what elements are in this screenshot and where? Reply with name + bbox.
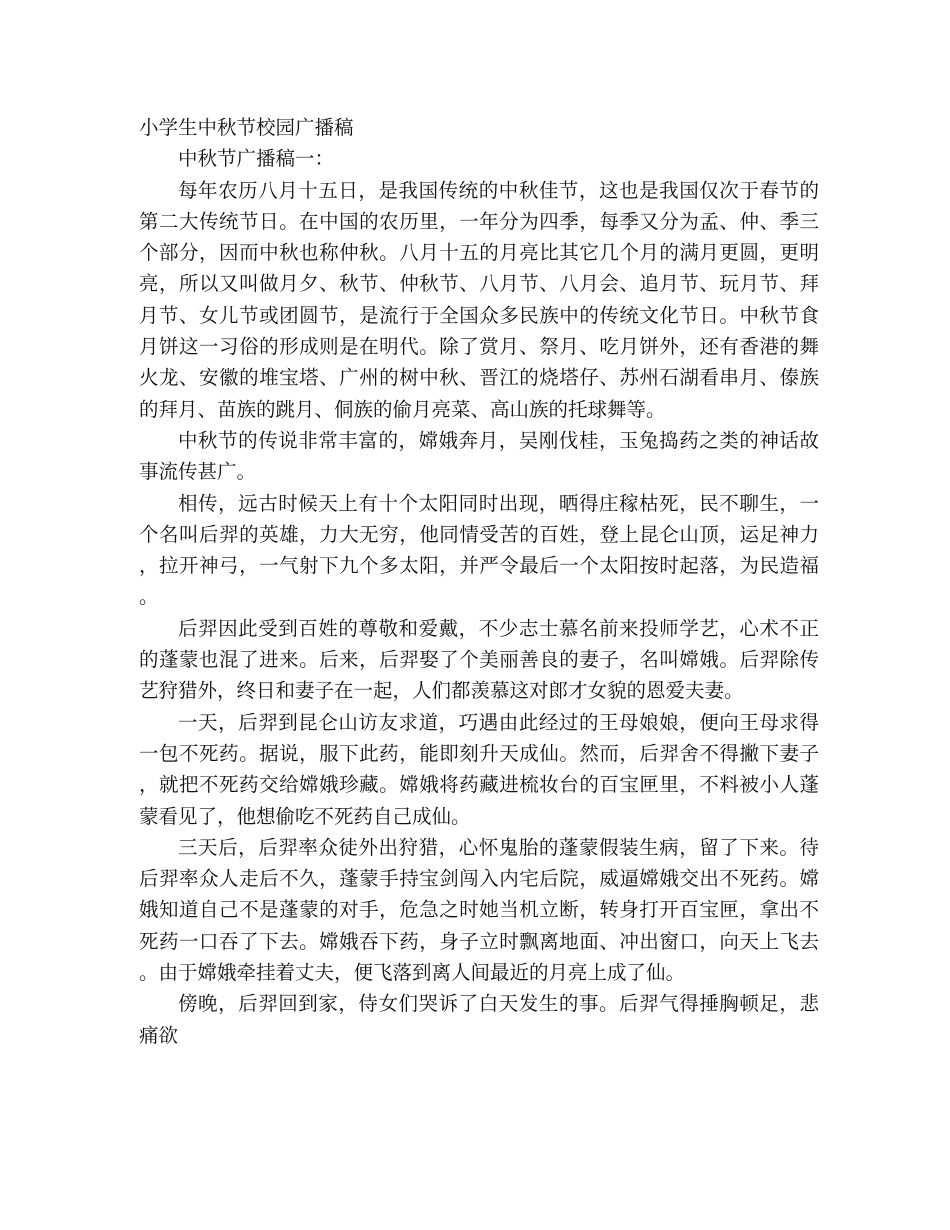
document-title: 小学生中秋节校园广播稿 [139,116,354,139]
paragraph: 后羿因此受到百姓的尊敬和爱戴，不少志士慕名前来投师学艺，心术不正的蓬蒙也混了进来。后来，后羿娶了个美丽善良的妻子，名叫嫦娥。后羿除传艺狩猎外，终日和妻子在一起，人们都羡慕这对郎才女貌的恩爱夫妻。 [139,616,819,703]
paragraph: 相传，远古时候天上有十个太阳同时出现，晒得庄稼枯死，民不聊生，一个名叫后羿的英雄，力大无穷，他同情受苦的百姓，登上昆仑山顶，运足神力，拉开神弓，一气射下九个多太阳，并严令最后一个太阳按时起落，为民造福。 [139,491,819,609]
document-body [139,112,819,1051]
paragraph: 三天后，后羿率众徒外出狩猎，心怀鬼胎的蓬蒙假装生病，留了下来。待后羿率众人走后不久，蓬蒙手持宝剑闯入内宅后院，威逼嫦娥交出不死药。嫦娥知道自己不是蓬蒙的对手，危急之时她当机立断，转身打开百宝匣，拿出不死药一口吞了下去。嫦娥吞下药，身子立时飘离地面、冲出窗口，向天上飞去。由于嫦娥牵挂着丈夫，便飞落到离人间最近的月亮上成了仙。 [139,835,819,985]
paragraph-heading: 中秋节广播稿一： [178,147,335,171]
paragraph: 一天，后羿到昆仑山访友求道，巧遇由此经过的王母娘娘，便向王母求得一包不死药。据说，服下此药，能即刻升天成仙。然而，后羿舍不得撇下妻子，就把不死药交给嫦娥珍藏。嫦娥将药藏进梳妆台的百宝匣里，不料被小人蓬蒙看见了，他想偷吃不死药自己成仙。 [139,710,819,828]
paragraph: 每年农历八月十五日，是我国传统的中秋佳节，这也是我国仅次于春节的第二大传统节日。在中国的农历里，一年分为四季，每季又分为孟、仲、季三个部分，因而中秋也称仲秋。八月十五的月亮比其它几个月的满月更圆，更明亮，所以又叫做月夕、秋节、仲秋节、八月节、八月会、追月节、玩月节、拜月节、女儿节或团圆节，是流行于全国众多民族中的传统文化节日。中秋节食月饼这一习俗的形成则是在明代。除了赏月、祭月、吃月饼外，还有香港的舞火龙、安徽的堆宝塔、广州的树中秋、晋江的烧塔仔、苏州石湖看串月、傣族的拜月、苗族的跳月、侗族的偷月亮菜、高山族的托球舞等。 [139,178,819,421]
paragraph: 傍晚，后羿回到家，侍女们哭诉了白天发生的事。后羿气得捶胸顿足，悲痛欲 [139,992,819,1047]
paragraph: 中秋节的传说非常丰富的，嫦娥奔月，吴刚伐桂，玉兔捣药之类的神话故事流传甚广。 [139,428,819,484]
